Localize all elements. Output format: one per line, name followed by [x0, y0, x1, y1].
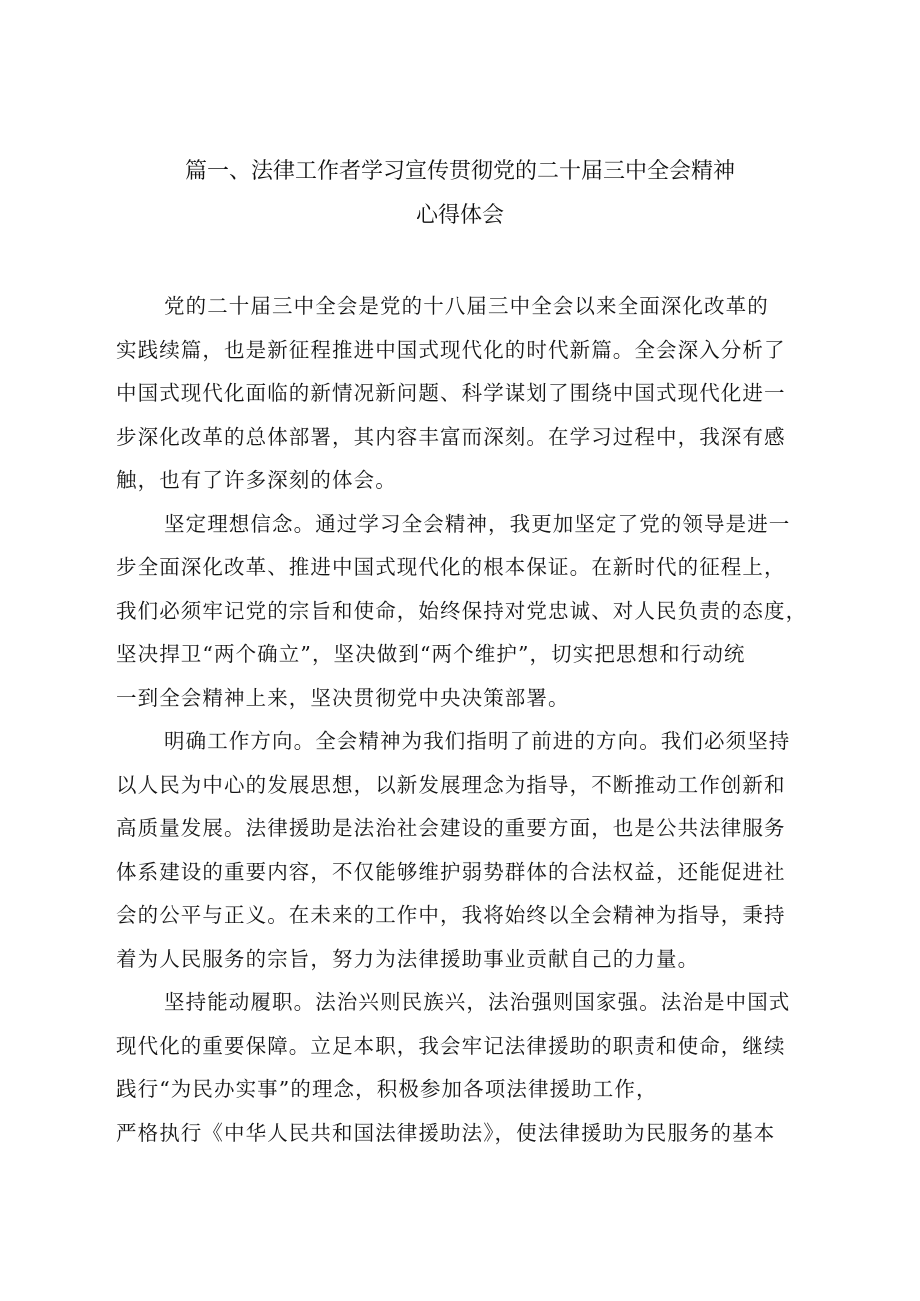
document-body	[116, 285, 816, 1155]
paragraph-1-line: 党的二十届三中全会是党的十八届三中全会以来全面深化改革的	[164, 294, 769, 318]
paragraph-3-line: 明确工作方向。全会精神为我们指明了前进的方向。我们必须坚持	[164, 729, 791, 753]
paragraph-3-line: 会的公平与正义。在未来的工作中，我将始终以全会精神为指导，秉持	[116, 903, 786, 927]
paragraph-3-line: 以人民为中心的发展思想，以新发展理念为指导，不断推动工作创新和	[116, 772, 786, 797]
paragraph-3-line: 高质量发展。法律援助是法治社会建设的重要方面，也是公共法律服务	[116, 816, 786, 840]
paragraph-1-line: 中国式现代化面临的新情况新问题、科学谋划了围绕中国式现代化进一	[116, 381, 786, 405]
paragraph-4-line: 践行“为民办实事”的理念，积极参加各项法律援助工作，	[116, 1077, 658, 1101]
paragraph-1-line: 步深化改革的总体部署，其内容丰富而深刻。在学习过程中，我深有感	[116, 424, 786, 449]
paragraph-2-line: 坚决捍卫“两个确立”，坚决做到“两个维护”，切实把思想和行动统	[116, 642, 746, 666]
paragraph-4-line: 现代化的重要保障。立足本职，我会牢记法律援助的职责和使命，继续	[116, 1033, 786, 1058]
paragraph-4-line: 严格执行《中华人民共和国法律援助法》，使法律援助为民服务的基本	[116, 1120, 776, 1145]
paragraph-3-line: 体系建设的重要内容，不仅能够维护弱势群体的合法权益，还能促进社	[116, 859, 786, 884]
paragraph-2-line: 坚定理想信念。通过学习全会精神，我更加坚定了党的领导是进一	[164, 511, 791, 536]
document-title-line-2: 心得体会	[415, 203, 504, 228]
paragraph-2-line: 一到全会精神上来，坚决贯彻党中央决策部署。	[116, 685, 570, 710]
document-title-line-1: 篇一、法律工作者学习宣传贯彻党的二十届三中全会精神	[184, 159, 735, 184]
paragraph-2-line: 我们必须牢记党的宗旨和使命，始终保持对党忠诚、对人民负责的态度，	[116, 598, 808, 623]
paragraph-1-line: 触，也有了许多深刻的体会。	[116, 468, 397, 492]
paragraph-4-line: 坚持能动履职。法治兴则民族兴，法治强则国家强。法治是中国式	[164, 990, 791, 1014]
paragraph-3-line: 着为人民服务的宗旨，努力为法律援助事业贡献自己的力量。	[116, 946, 700, 971]
paragraph-1-line: 实践续篇，也是新征程推进中国式现代化的时代新篇。全会深入分析了	[116, 337, 786, 362]
paragraph-2-line: 步全面深化改革、推进中国式现代化的根本保证。在新时代的征程上，	[116, 555, 786, 579]
